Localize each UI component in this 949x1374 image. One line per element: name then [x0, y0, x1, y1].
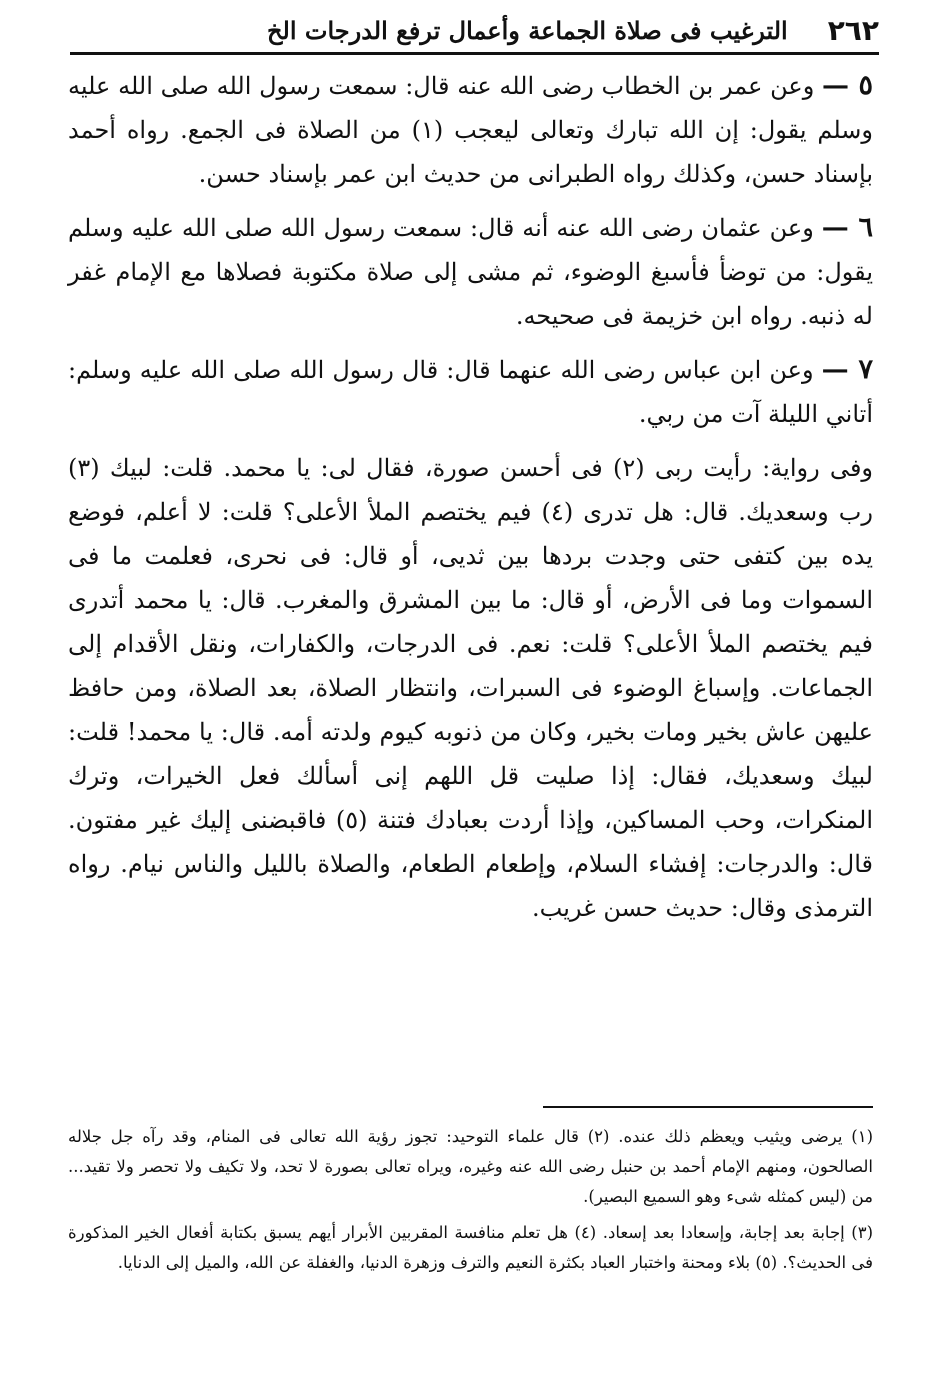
hadith-text: وعن عثمان رضى الله عنه أنه قال: سمعت رسول الله صلى الله عليه وسلم يقول: من توضأ فأسبغ الوضوء، ثم مشى إلى صلاة مكتوبة فصلاها مع الإمام غفر له ذنبه. رواه ابن خزيمة فى صحيحه.	[68, 214, 874, 330]
hadith-number: ٧ —	[821, 354, 873, 385]
hadith-7-continuation: وفى رواية: رأيت ربى (٢) فى أحسن صورة، فقال لى: يا محمد. قلت: لبيك (٣) رب وسعديك. قال: هل تدرى (٤) فيم يختصم الملأ الأعلى؟ قلت: لا أعلم، فوضع يده بين كتفى حتى وجدت بردها بين ثديى، أو قال: فى نحرى، فعلمت ما فى السموات وما فى الأرض، أو قال: ما بين المشرق والمغرب. قال: يا محمد أتدرى فيم يختصم الملأ الأعلى؟ قلت: نعم. فى الدرجات، والكفارات، ونقل الأقدام إلى الجماعات. وإسباغ الوضوء فى السبرات، وانتظار الصلاة، بعد الصلاة، ومن حافظ عليهن عاش بخير ومات بخير، وكان من ذنوبه كيوم ولدته أمه. قال: يا محمد! قلت: لبيك وسعديك، فقال: إذا صليت قل اللهم إنى أسألك فعل الخيرات، وترك المنكرات، وحب المساكين، وإذا أردت بعبادك فتنة (٥) فاقبضنى إليك غير مفتون. قال: والدرجات: إفشاء السلام، وإطعام الطعام، والصلاة بالليل والناس نيام. رواه الترمذى وقال: حديث حسن غريب.	[68, 454, 874, 922]
hadith-number: ٦ —	[821, 212, 873, 243]
main-text	[68, 64, 873, 940]
page-number: ٢٦٢	[827, 13, 879, 47]
hadith-5	[68, 64, 873, 196]
footnote-block: (١) يرضى ويثيب ويعظم ذلك عنده. (٢) قال علماء التوحيد: تجوز رؤية الله تعالى فى المنام، وقد رآه جل جلاله الصالحون، ومنهم الإمام أحمد بن حنبل رضى الله عنه وغيره، ويراه تعالى بصورة لا تحد، ولا تكيف ولا تحصر ولا تقيد... من (ليس كمثله شىء وهو السميع البصير).	[68, 1127, 873, 1206]
footnote-separator	[543, 1106, 873, 1108]
running-title: الترغيب فى صلاة الجماعة وأعمال ترفع الدرجات الخ	[267, 15, 788, 45]
page-header	[70, 8, 879, 55]
hadith-6	[68, 206, 873, 338]
hadith-7	[68, 348, 873, 436]
hadith-text: وعن ابن عباس رضى الله عنهما قال: قال رسول الله صلى الله عليه وسلم: أتاني الليلة آت من ربي.	[68, 356, 873, 428]
footnote-block: (٣) إجابة بعد إجابة، وإسعادا بعد إسعاد. (٤) هل تعلم منافسة المقربين الأبرار أيهم يسبق بكتابة أفعال الخير المذكورة فى الحديث؟. (٥) بلاء ومحنة واختبار العباد بكثرة النعيم والترف وزهرة الدنيا، والغفلة عن الله، والميل إلى الدنايا.	[68, 1223, 873, 1272]
hadith-text: وعن عمر بن الخطاب رضى الله عنه قال: سمعت رسول الله صلى الله عليه وسلم يقول: إن الله تبارك وتعالى ليعجب (١) من الصلاة فى الجمع. رواه أحمد بإسناد حسن، وكذلك رواه الطبرانى من حديث ابن عمر بإسناد حسن.	[68, 72, 873, 188]
hadith-number: ٥ —	[822, 70, 873, 101]
footnotes	[68, 1122, 873, 1284]
